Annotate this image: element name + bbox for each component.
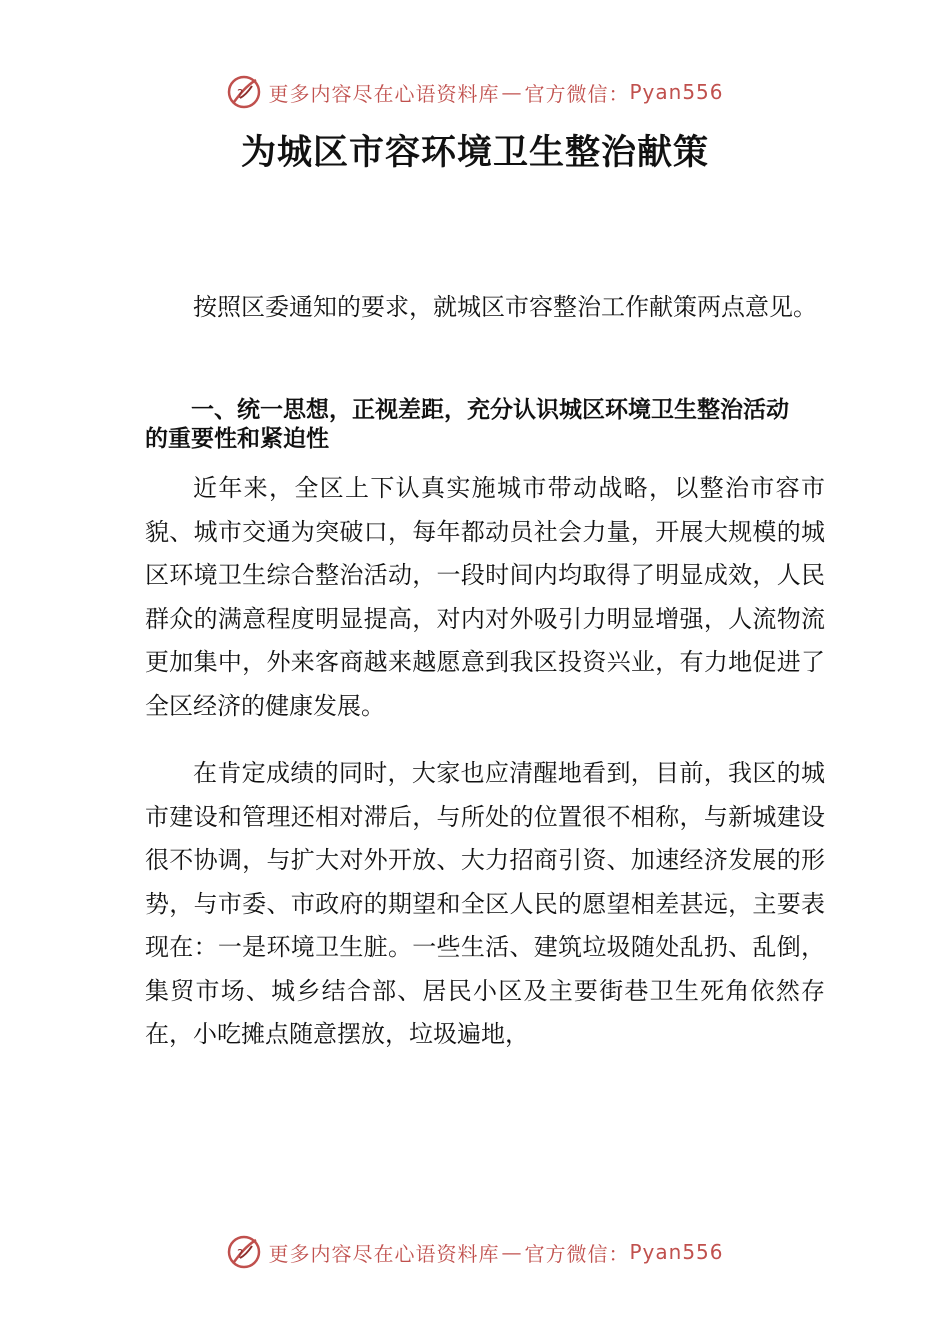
banner-wechat-label: 官方微信： xyxy=(524,81,630,106)
body-paragraph-2: 在肯定成绩的同时，大家也应清醒地看到，目前，我区的城市建设和管理还相对滞后，与所处的位置很不相称，与新城建设很不协调，与扩大对外开放、大力招商引资、加速经济发展的形势，与市委、市政府的期望和全区人民的愿望相差甚远，主要表现在：一是环境卫生脏。一些生活、建筑垃圾随处乱扔、乱倒，集贸市场、城乡结合部、居民小区及主要街巷卫生死角依然存在，小吃摊点随意摆放，垃圾遍地， xyxy=(145,759,825,1048)
banner-separator: — xyxy=(501,1240,523,1264)
banner-text: 更多内容尽在心语资料库 xyxy=(268,1241,500,1266)
banner-wechat-id: Pyan556 xyxy=(629,1240,724,1264)
body-paragraph-1: 近年来，全区上下认真实施城市带动战略，以整治市容市貌、城市交通为突破口，每年都动员社会力量，开展大规模的城区环境卫生综合整治活动，一段时间内均取得了明显成效，人民群众的满意程度明显提高，对内对外吸引力明显增强，人流物流更加集中，外来客商越来越愿意到我区投资兴业，有力地促进了全区经济的健康发展。 xyxy=(145,474,825,720)
intro-paragraph: 按照区委通知的要求，就城区市容整治工作献策两点意见。 xyxy=(193,293,817,321)
document-title: 为城区市容环境卫生整治献策 xyxy=(240,132,709,173)
banner-wechat-id: Pyan556 xyxy=(629,80,724,104)
quill-seal-icon xyxy=(226,74,262,110)
banner-separator: — xyxy=(501,80,523,104)
banner-wechat-label: 官方微信： xyxy=(524,1241,630,1266)
svg-text:?: ? xyxy=(237,87,245,101)
section-heading: 一、统一思想，正视差距，充分认识城区环境卫生整治活动的重要性和紧迫性 xyxy=(145,397,789,452)
svg-text:?: ? xyxy=(237,1247,245,1261)
banner-text: 更多内容尽在心语资料库 xyxy=(268,81,500,106)
header-watermark-banner xyxy=(0,72,950,112)
quill-seal-icon xyxy=(226,1234,262,1270)
footer-watermark-banner xyxy=(0,1232,950,1272)
